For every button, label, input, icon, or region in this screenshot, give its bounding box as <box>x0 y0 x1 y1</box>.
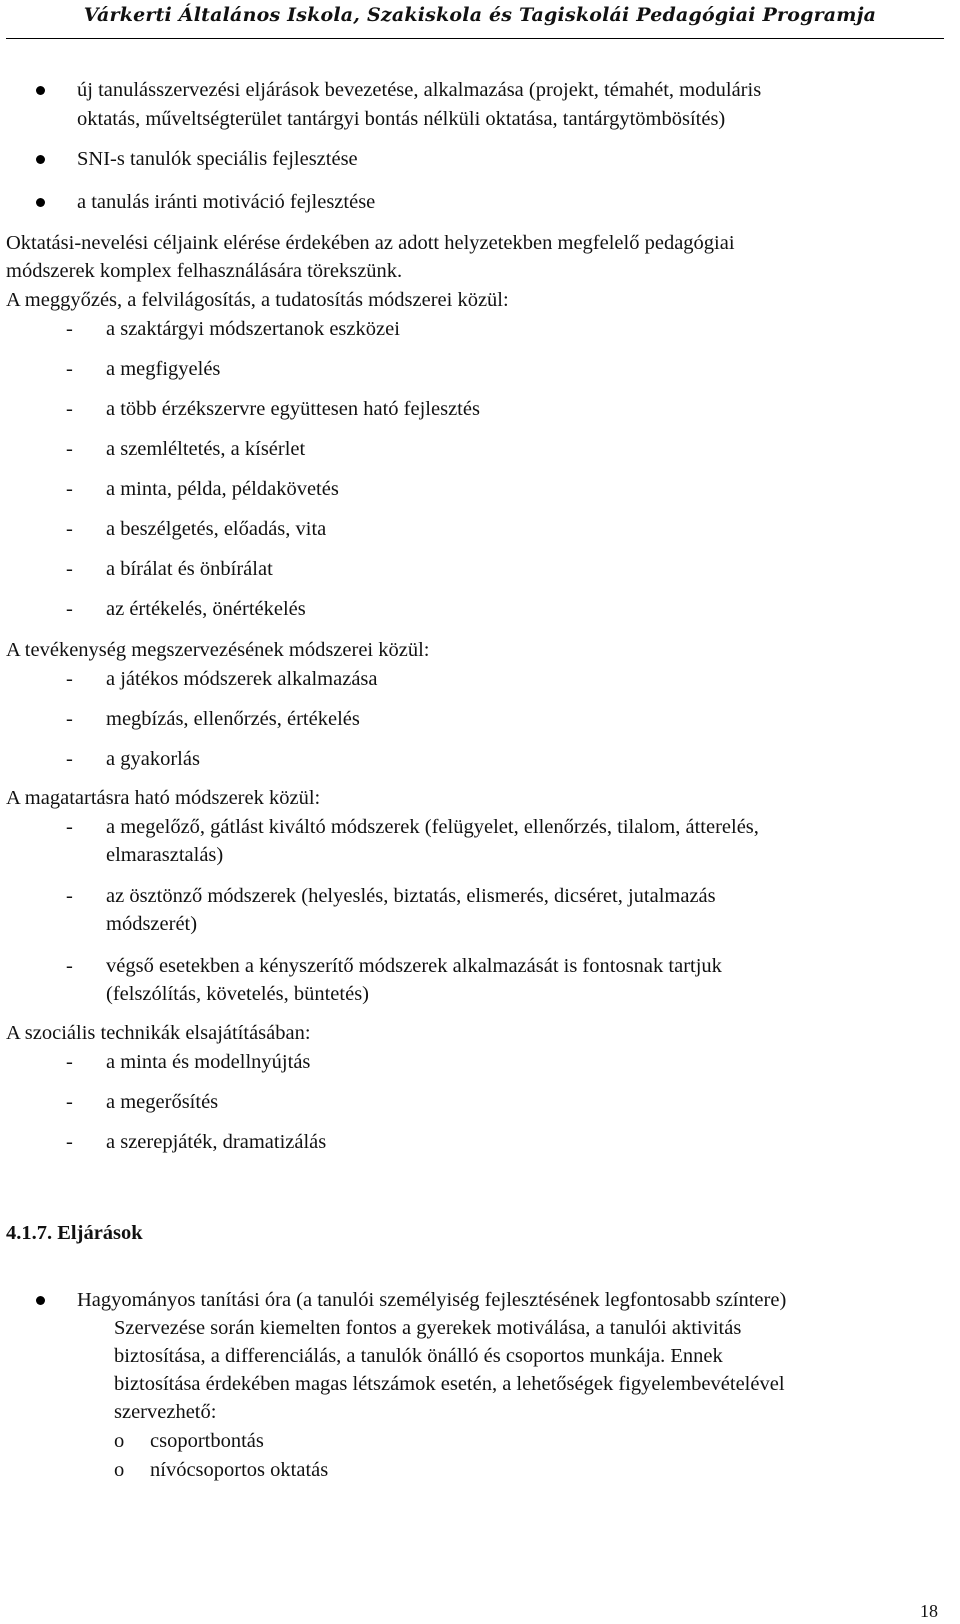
circle-marker: o <box>114 1430 125 1452</box>
document-header: Várkerti Általános Iskola, Szakiskola és Tagiskolái Pedagógiai Programja <box>83 4 877 26</box>
dash-marker: - <box>66 558 73 580</box>
bullet-text: új tanulásszervezési eljárások bevezetése, alkalmazása (projekt, témahét, moduláris <box>77 79 762 101</box>
bullet-dot <box>36 1296 45 1305</box>
list-item: a megfigyelés <box>106 358 221 380</box>
list-item: megbízás, ellenőrzés, értékelés <box>106 708 360 730</box>
dash-marker: - <box>66 1091 73 1113</box>
list-item: a bírálat és önbírálat <box>106 558 273 580</box>
list-item-continuation: (felszólítás, követelés, büntetés) <box>106 983 369 1005</box>
dash-marker: - <box>66 598 73 620</box>
bullet-text: a tanulás iránti motiváció fejlesztése <box>77 191 376 213</box>
page-number: 18 <box>920 1601 938 1621</box>
bullet-dot <box>36 198 45 207</box>
paragraph-line: biztosítása, a differenciálás, a tanulók önálló és csoportos munkája. Ennek <box>114 1345 723 1367</box>
intro-line: módszerek komplex felhasználására törekszünk. <box>6 260 403 282</box>
bullet-dot <box>36 86 45 95</box>
section-title: A meggyőzés, a felvilágosítás, a tudatosítás módszerei közül: <box>6 289 509 311</box>
dash-marker: - <box>66 1051 73 1073</box>
bullet-text: SNI-s tanulók speciális fejlesztése <box>77 148 358 170</box>
section-heading: 4.1.7. Eljárások <box>6 1222 143 1244</box>
dash-marker: - <box>66 885 73 907</box>
bullet-dot <box>36 155 45 164</box>
paragraph-line: biztosítása érdekében magas létszámok esetén, a lehetőségek figyelembevételével <box>114 1373 785 1395</box>
paragraph-line: szervezhető: <box>114 1401 217 1423</box>
list-item: a minta, példa, példakövetés <box>106 478 339 500</box>
circle-marker: o <box>114 1459 125 1481</box>
intro-line: Oktatási-nevelési céljaink elérése érdekében az adott helyzetekben megfelelő pedagógiai <box>6 232 735 254</box>
list-item: a beszélgetés, előadás, vita <box>106 518 327 540</box>
list-item-continuation: módszerét) <box>106 913 198 935</box>
list-item: a megelőző, gátlást kiváltó módszerek (felügyelet, ellenőrzés, tilalom, átterelés, <box>106 816 759 838</box>
list-item: a szaktárgyi módszertanok eszközei <box>106 318 400 340</box>
list-item: a szerepjáték, dramatizálás <box>106 1131 327 1153</box>
list-item: a több érzékszervre együttesen ható fejlesztés <box>106 398 480 420</box>
bullet-text: Hagyományos tanítási óra (a tanulói személyiség fejlesztésének legfontosabb színtere) <box>77 1289 787 1311</box>
list-item: végső esetekben a kényszerítő módszerek alkalmazását is fontosnak tartjuk <box>106 955 722 977</box>
dash-marker: - <box>66 358 73 380</box>
dash-marker: - <box>66 748 73 770</box>
dash-marker: - <box>66 398 73 420</box>
list-item-continuation: elmarasztalás) <box>106 844 224 866</box>
list-item: a gyakorlás <box>106 748 200 770</box>
list-item: a szemléltetés, a kísérlet <box>106 438 306 460</box>
dash-marker: - <box>66 518 73 540</box>
list-item: az ösztönző módszerek (helyeslés, biztatás, elismerés, dicséret, jutalmazás <box>106 885 716 907</box>
bullet-text: oktatás, műveltségterület tantárgyi bontás nélküli oktatása, tantárgytömbösítés) <box>77 108 726 130</box>
dash-marker: - <box>66 816 73 838</box>
section-title: A tevékenység megszervezésének módszerei közül: <box>6 639 430 661</box>
section-title: A szociális technikák elsajátításában: <box>6 1022 311 1044</box>
list-item: a megerősítés <box>106 1091 219 1113</box>
header-rule <box>6 38 944 39</box>
dash-marker: - <box>66 708 73 730</box>
list-item: a minta és modellnyújtás <box>106 1051 311 1073</box>
list-item: az értékelés, önértékelés <box>106 598 306 620</box>
sub-list-item: csoportbontás <box>150 1430 264 1452</box>
sub-list-item: nívócsoportos oktatás <box>150 1459 329 1481</box>
list-item: a játékos módszerek alkalmazása <box>106 668 378 690</box>
section-title: A magatartásra ható módszerek közül: <box>6 787 321 809</box>
dash-marker: - <box>66 668 73 690</box>
paragraph-line: Szervezése során kiemelten fontos a gyerekek motiválása, a tanulói aktivitás <box>114 1317 742 1339</box>
dash-marker: - <box>66 955 73 977</box>
dash-marker: - <box>66 438 73 460</box>
dash-marker: - <box>66 478 73 500</box>
dash-marker: - <box>66 1131 73 1153</box>
dash-marker: - <box>66 318 73 340</box>
